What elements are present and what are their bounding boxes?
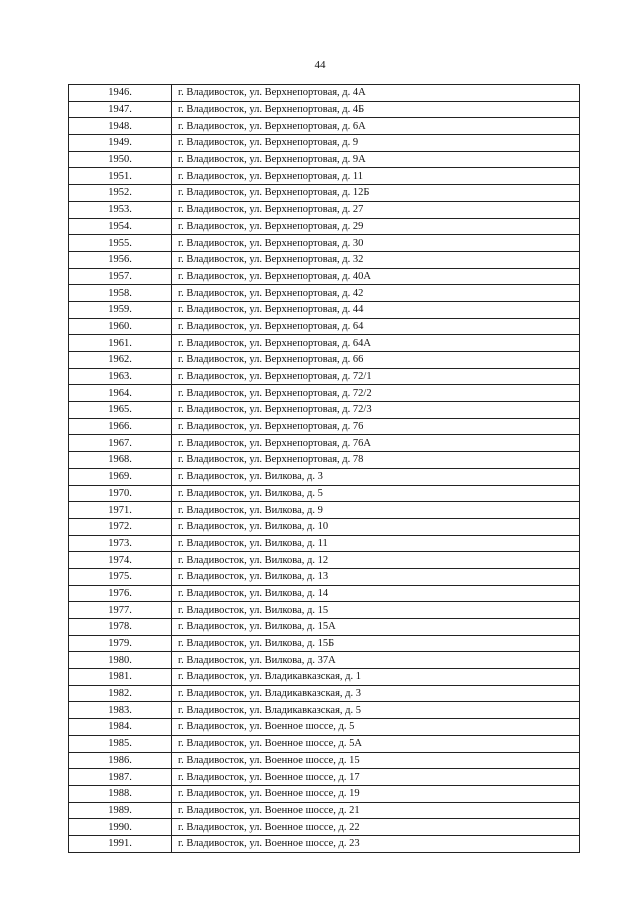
- row-number-cell: 1967.: [69, 435, 172, 452]
- address-cell: г. Владивосток, ул. Верхнепортовая, д. 72/1: [172, 368, 580, 385]
- table-row: [69, 619, 580, 636]
- table-row: [69, 452, 580, 469]
- row-number-cell: 1985.: [69, 735, 172, 752]
- row-number-cell: 1966.: [69, 418, 172, 435]
- address-cell: г. Владивосток, ул. Верхнепортовая, д. 11: [172, 168, 580, 185]
- address-cell: г. Владивосток, ул. Верхнепортовая, д. 12Б: [172, 185, 580, 202]
- address-cell: г. Владивосток, ул. Владикавказская, д. 5: [172, 702, 580, 719]
- table-row: [69, 568, 580, 585]
- table-row: [69, 702, 580, 719]
- table-row: [69, 752, 580, 769]
- table-row: [69, 819, 580, 836]
- table-row: [69, 468, 580, 485]
- address-cell: г. Владивосток, ул. Верхнепортовая, д. 9А: [172, 151, 580, 168]
- address-cell: г. Владивосток, ул. Верхнепортовая, д. 27: [172, 201, 580, 218]
- address-table-body: [69, 85, 580, 853]
- address-cell: г. Владивосток, ул. Вилкова, д. 10: [172, 518, 580, 535]
- row-number-cell: 1972.: [69, 518, 172, 535]
- address-cell: г. Владивосток, ул. Верхнепортовая, д. 6А: [172, 118, 580, 135]
- address-cell: г. Владивосток, ул. Военное шоссе, д. 15: [172, 752, 580, 769]
- row-number-cell: 1982.: [69, 685, 172, 702]
- address-cell: г. Владивосток, ул. Военное шоссе, д. 5: [172, 719, 580, 736]
- row-number-cell: 1959.: [69, 301, 172, 318]
- table-row: [69, 535, 580, 552]
- table-row: [69, 301, 580, 318]
- row-number-cell: 1957.: [69, 268, 172, 285]
- address-cell: г. Владивосток, ул. Верхнепортовая, д. 30: [172, 235, 580, 252]
- address-cell: г. Владивосток, ул. Верхнепортовая, д. 32: [172, 251, 580, 268]
- table-row: [69, 135, 580, 152]
- table-row: [69, 418, 580, 435]
- row-number-cell: 1971.: [69, 502, 172, 519]
- row-number-cell: 1958.: [69, 285, 172, 302]
- address-cell: г. Владивосток, ул. Верхнепортовая, д. 64А: [172, 335, 580, 352]
- row-number-cell: 1951.: [69, 168, 172, 185]
- address-cell: г. Владивосток, ул. Верхнепортовая, д. 40А: [172, 268, 580, 285]
- address-cell: г. Владивосток, ул. Вилкова, д. 3: [172, 468, 580, 485]
- table-row: [69, 118, 580, 135]
- address-table: [68, 84, 580, 853]
- row-number-cell: 1980.: [69, 652, 172, 669]
- row-number-cell: 1956.: [69, 251, 172, 268]
- row-number-cell: 1976.: [69, 585, 172, 602]
- address-cell: г. Владивосток, ул. Военное шоссе, д. 17: [172, 769, 580, 786]
- address-cell: г. Владивосток, ул. Верхнепортовая, д. 78: [172, 452, 580, 469]
- table-row: [69, 785, 580, 802]
- table-row: [69, 318, 580, 335]
- row-number-cell: 1948.: [69, 118, 172, 135]
- table-row: [69, 251, 580, 268]
- table-row: [69, 602, 580, 619]
- table-row: [69, 835, 580, 852]
- row-number-cell: 1969.: [69, 468, 172, 485]
- address-cell: г. Владивосток, ул. Военное шоссе, д. 22: [172, 819, 580, 836]
- table-row: [69, 769, 580, 786]
- table-row: [69, 335, 580, 352]
- table-row: [69, 402, 580, 419]
- row-number-cell: 1979.: [69, 635, 172, 652]
- table-row: [69, 352, 580, 369]
- row-number-cell: 1947.: [69, 101, 172, 118]
- row-number-cell: 1973.: [69, 535, 172, 552]
- row-number-cell: 1950.: [69, 151, 172, 168]
- row-number-cell: 1949.: [69, 135, 172, 152]
- address-cell: г. Владивосток, ул. Верхнепортовая, д. 9: [172, 135, 580, 152]
- address-cell: г. Владивосток, ул. Верхнепортовая, д. 66: [172, 352, 580, 369]
- address-cell: г. Владивосток, ул. Вилкова, д. 15: [172, 602, 580, 619]
- row-number-cell: 1978.: [69, 619, 172, 636]
- address-cell: г. Владивосток, ул. Военное шоссе, д. 19: [172, 785, 580, 802]
- address-cell: г. Владивосток, ул. Верхнепортовая, д. 72/2: [172, 385, 580, 402]
- row-number-cell: 1989.: [69, 802, 172, 819]
- table-row: [69, 719, 580, 736]
- row-number-cell: 1964.: [69, 385, 172, 402]
- table-row: [69, 385, 580, 402]
- table-row: [69, 218, 580, 235]
- table-row: [69, 669, 580, 686]
- address-cell: г. Владивосток, ул. Вилкова, д. 13: [172, 568, 580, 585]
- row-number-cell: 1961.: [69, 335, 172, 352]
- table-row: [69, 201, 580, 218]
- table-row: [69, 435, 580, 452]
- page-number: 44: [314, 59, 326, 71]
- table-row: [69, 685, 580, 702]
- row-number-cell: 1991.: [69, 835, 172, 852]
- address-cell: г. Владивосток, ул. Военное шоссе, д. 21: [172, 802, 580, 819]
- table-row: [69, 585, 580, 602]
- address-cell: г. Владивосток, ул. Вилкова, д. 12: [172, 552, 580, 569]
- row-number-cell: 1974.: [69, 552, 172, 569]
- address-cell: г. Владивосток, ул. Владикавказская, д. 3: [172, 685, 580, 702]
- row-number-cell: 1954.: [69, 218, 172, 235]
- address-cell: г. Владивосток, ул. Верхнепортовая, д. 29: [172, 218, 580, 235]
- address-cell: г. Владивосток, ул. Военное шоссе, д. 23: [172, 835, 580, 852]
- table-row: [69, 101, 580, 118]
- row-number-cell: 1955.: [69, 235, 172, 252]
- address-cell: г. Владивосток, ул. Верхнепортовая, д. 42: [172, 285, 580, 302]
- row-number-cell: 1981.: [69, 669, 172, 686]
- address-cell: г. Владивосток, ул. Верхнепортовая, д. 76: [172, 418, 580, 435]
- table-row: [69, 635, 580, 652]
- table-row: [69, 285, 580, 302]
- row-number-cell: 1952.: [69, 185, 172, 202]
- table-row: [69, 735, 580, 752]
- row-number-cell: 1977.: [69, 602, 172, 619]
- address-cell: г. Владивосток, ул. Вилкова, д. 5: [172, 485, 580, 502]
- address-cell: г. Владивосток, ул. Вилкова, д. 9: [172, 502, 580, 519]
- row-number-cell: 1968.: [69, 452, 172, 469]
- row-number-cell: 1988.: [69, 785, 172, 802]
- address-cell: г. Владивосток, ул. Военное шоссе, д. 5А: [172, 735, 580, 752]
- address-cell: г. Владивосток, ул. Верхнепортовая, д. 4Б: [172, 101, 580, 118]
- table-row: [69, 85, 580, 102]
- address-cell: г. Владивосток, ул. Вилкова, д. 15Б: [172, 635, 580, 652]
- table-row: [69, 652, 580, 669]
- row-number-cell: 1984.: [69, 719, 172, 736]
- address-cell: г. Владивосток, ул. Вилкова, д. 11: [172, 535, 580, 552]
- row-number-cell: 1953.: [69, 201, 172, 218]
- address-cell: г. Владивосток, ул. Вилкова, д. 15А: [172, 619, 580, 636]
- row-number-cell: 1965.: [69, 402, 172, 419]
- address-cell: г. Владивосток, ул. Верхнепортовая, д. 64: [172, 318, 580, 335]
- row-number-cell: 1946.: [69, 85, 172, 102]
- row-number-cell: 1960.: [69, 318, 172, 335]
- table-row: [69, 168, 580, 185]
- row-number-cell: 1963.: [69, 368, 172, 385]
- table-row: [69, 268, 580, 285]
- table-row: [69, 502, 580, 519]
- address-cell: г. Владивосток, ул. Вилкова, д. 37А: [172, 652, 580, 669]
- row-number-cell: 1970.: [69, 485, 172, 502]
- row-number-cell: 1986.: [69, 752, 172, 769]
- table-row: [69, 552, 580, 569]
- row-number-cell: 1975.: [69, 568, 172, 585]
- address-cell: г. Владивосток, ул. Владикавказская, д. 1: [172, 669, 580, 686]
- address-cell: г. Владивосток, ул. Верхнепортовая, д. 4А: [172, 85, 580, 102]
- row-number-cell: 1962.: [69, 352, 172, 369]
- table-row: [69, 368, 580, 385]
- table-row: [69, 185, 580, 202]
- row-number-cell: 1983.: [69, 702, 172, 719]
- row-number-cell: 1990.: [69, 819, 172, 836]
- address-cell: г. Владивосток, ул. Верхнепортовая, д. 76А: [172, 435, 580, 452]
- row-number-cell: 1987.: [69, 769, 172, 786]
- address-cell: г. Владивосток, ул. Вилкова, д. 14: [172, 585, 580, 602]
- table-row: [69, 235, 580, 252]
- table-row: [69, 485, 580, 502]
- table-row: [69, 518, 580, 535]
- address-cell: г. Владивосток, ул. Верхнепортовая, д. 72/3: [172, 402, 580, 419]
- address-cell: г. Владивосток, ул. Верхнепортовая, д. 44: [172, 301, 580, 318]
- table-row: [69, 151, 580, 168]
- table-row: [69, 802, 580, 819]
